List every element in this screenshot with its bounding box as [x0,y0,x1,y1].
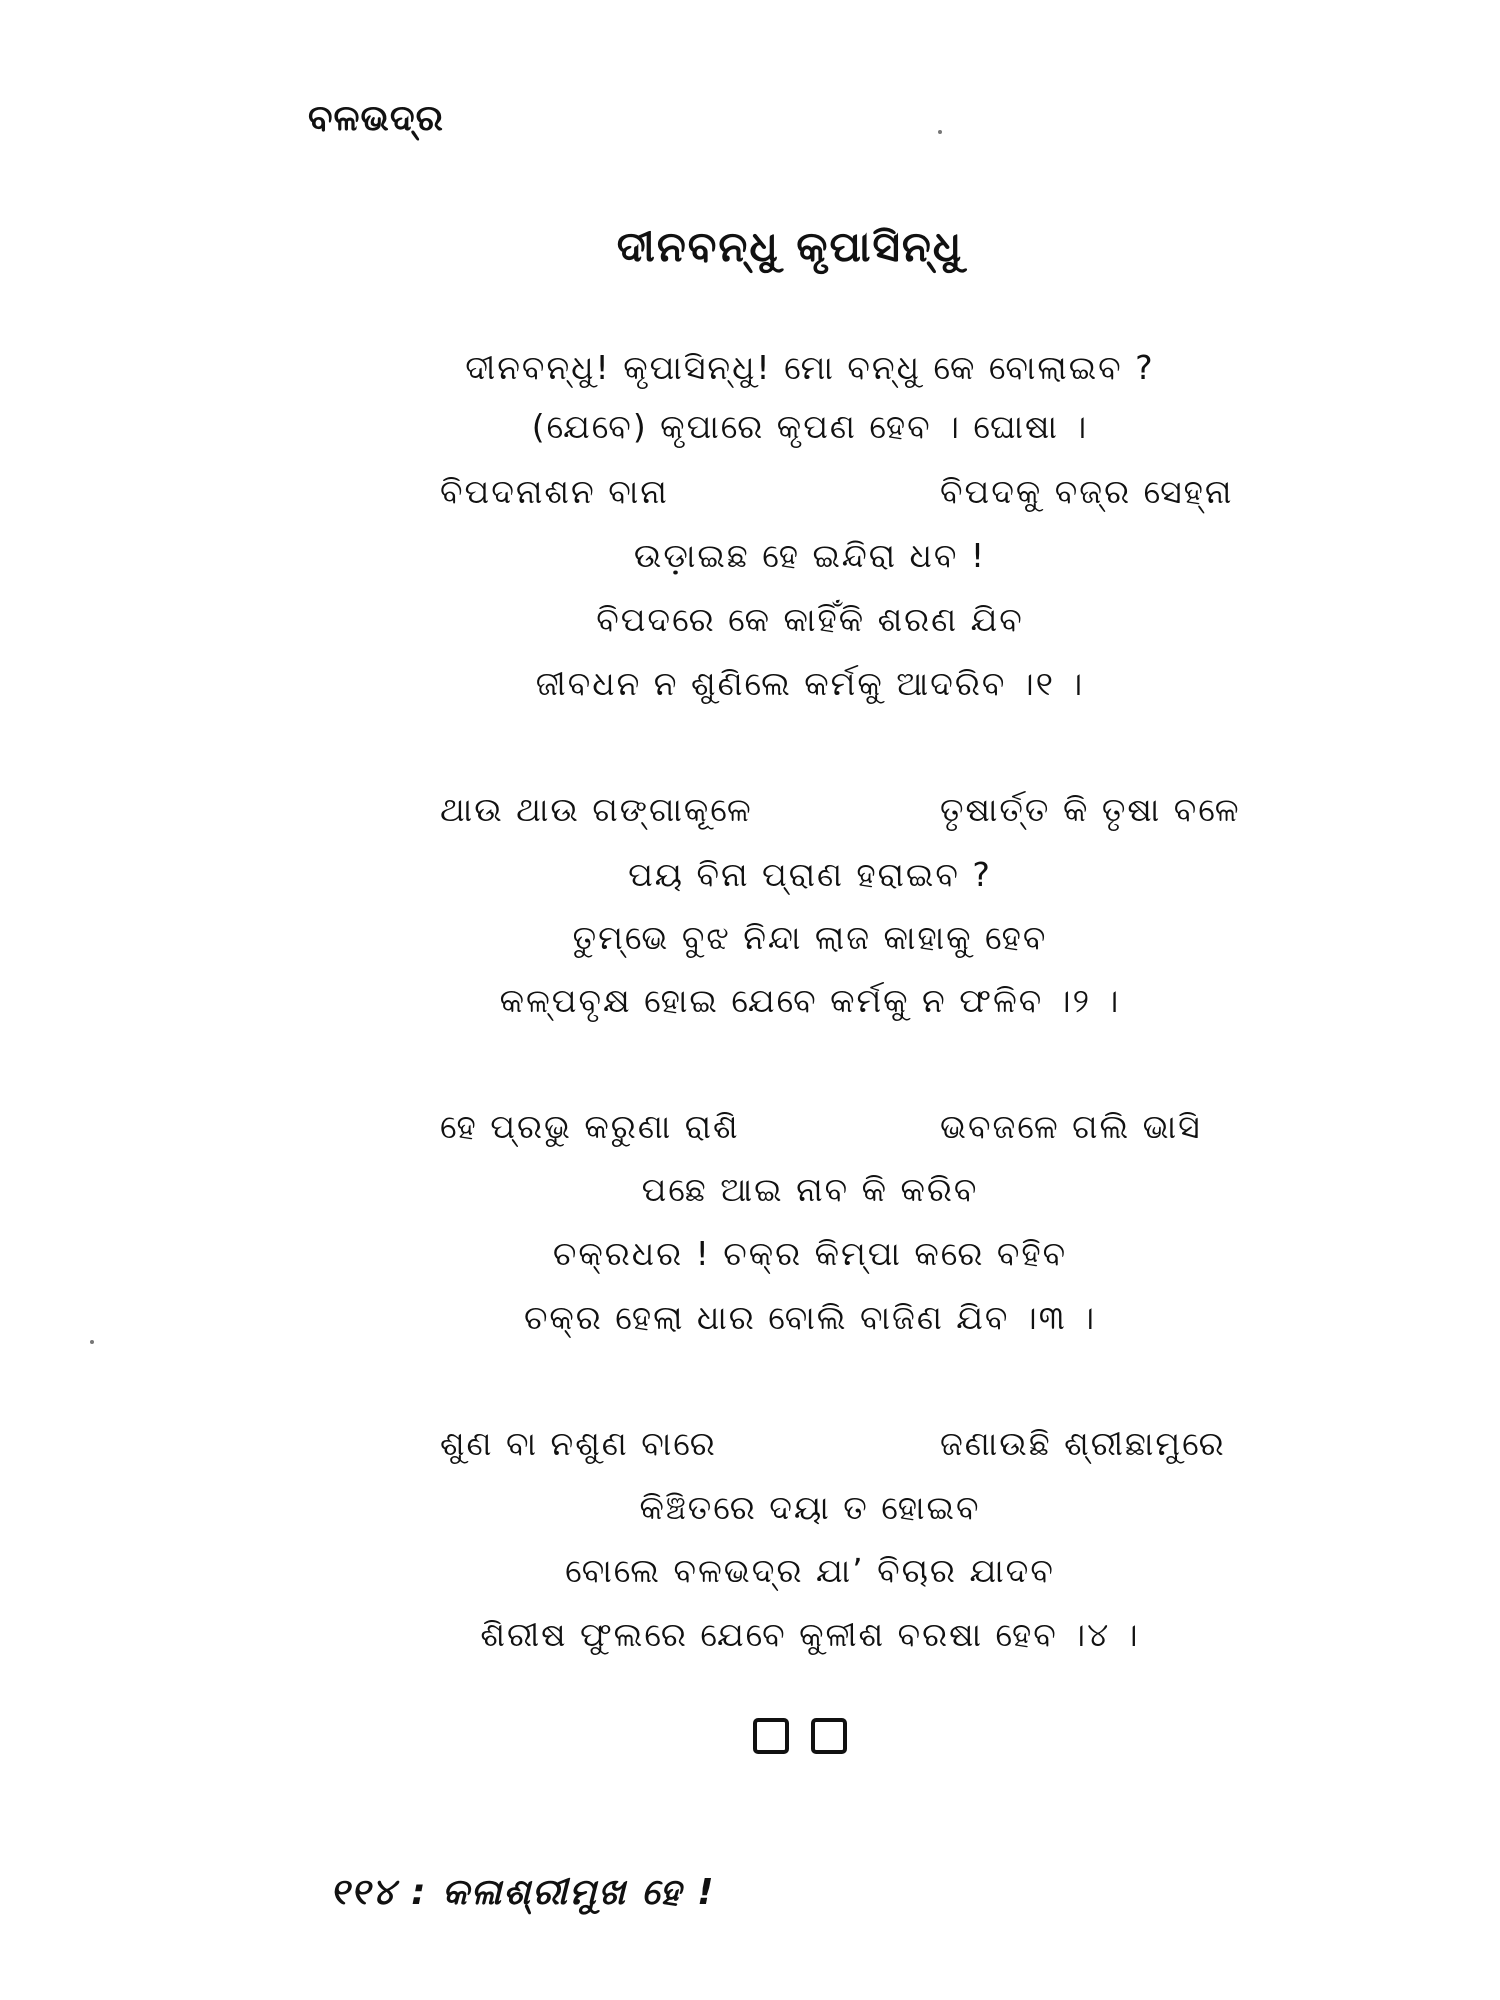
refrain-line-2: (ଯେବେ) କୃପାରେ କୃପଣ ହେବ । ଘୋଷା । [531,407,1089,446]
stanza-4-line-2: ବୋଲେ ବଳଭଦ୍ର ଯା’ ବିଚାର ଯାଦବ [565,1551,1055,1590]
stanza-1-line-3: ଜୀବଧନ ନ ଶୁଣିଲେ କର୍ମକୁ ଆଦରିବ ।୧ । [535,664,1085,703]
stanza-3-line-3: ଚକ୍ର ହେଲା ଧାର ବୋଲି ବାଜିଣ ଯିବ ।୩ । [523,1298,1097,1337]
stanza-4-line-3: ଶିରୀଷ ଫୁଲରେ ଯେବେ କୁଳୀଶ ବରଷା ହେବ ।୪ । [480,1615,1140,1654]
stanza-2-line-1: ପୟ ବିନା ପ୍ରାଣ ହରାଇବ ? [628,855,992,894]
stanza-1-left: ବିପଦନାଶନ ବାନା [440,472,669,511]
stanza-2-left: ଥାଉ ଥାଉ ଗଙ୍ଗାକୂଳେ [440,790,753,829]
stanza-1-line-1: ଉଡ଼ାଇଛ ହେ ଇନ୍ଦିରା ଧବ ! [633,536,987,575]
stanza-3-line-1: ପଛେ ଆଇ ନାବ କି କରିବ [641,1170,979,1209]
stanza-2-line-2: ତୁମ୍ଭେ ବୁଝ ନିନ୍ଦା ଲାଜ କାହାକୁ ହେବ [572,918,1048,957]
stanza-3-line-2: ଚକ୍ରଧର ! ଚକ୍ର କିମ୍ପା କରେ ବହିବ [552,1234,1068,1273]
refrain-line-1: ଦୀନବନ୍ଧୁ! କୃପାସିନ୍ଧୁ! ମୋ ବନ୍ଧୁ କେ ବୋଲାଇବ ? [465,348,1155,387]
end-ornament [0,1718,1500,1754]
stanza-1-right: ବିପଦକୁ ବଜ୍ର ସେହ୍ନା [940,472,1234,511]
page-footer: ୧୧୪ : କଳାଶ୍ରୀମୁଖ ହେ ! [330,1872,716,1913]
stanza-4-line-1: କିଞ୍ଚିତରେ ଦୟା ତ ହୋଇବ [639,1488,981,1527]
end-box-icon [753,1718,789,1754]
stanza-3-right: ଭବଜଳେ ଗଲି ଭାସି [940,1107,1202,1146]
stanza-1-line-2: ବିପଦରେ କେ କାହିଁକି ଶରଣ ଯିବ [596,600,1024,639]
stanza-2-line-3: କଳ୍ପବୃକ୍ଷ ହୋଇ ଯେବେ କର୍ମକୁ ନ ଫଳିବ ।୨ । [499,981,1121,1020]
poem-title: ଦୀନବନ୍ଧୁ କୃପାସିନ୍ଧୁ [616,222,964,271]
stanza-3-left: ହେ ପ୍ରଭୁ କରୁଣା ରାଶି [440,1107,740,1146]
stanza-4-left: ଶୁଣ ବା ନଶୁଣ ବାରେ [440,1424,717,1463]
running-head: ବଳଭଦ୍ର [308,98,444,139]
stanza-2-right: ତୃଷାର୍ତ୍ତ କି ତୃଷା ବଳେ [940,790,1241,829]
speck [90,1340,94,1344]
end-box-icon [811,1718,847,1754]
stanza-4-right: ଜଣାଉଛି ଶ୍ରୀଛାମୁରେ [940,1424,1226,1463]
speck [938,130,942,134]
